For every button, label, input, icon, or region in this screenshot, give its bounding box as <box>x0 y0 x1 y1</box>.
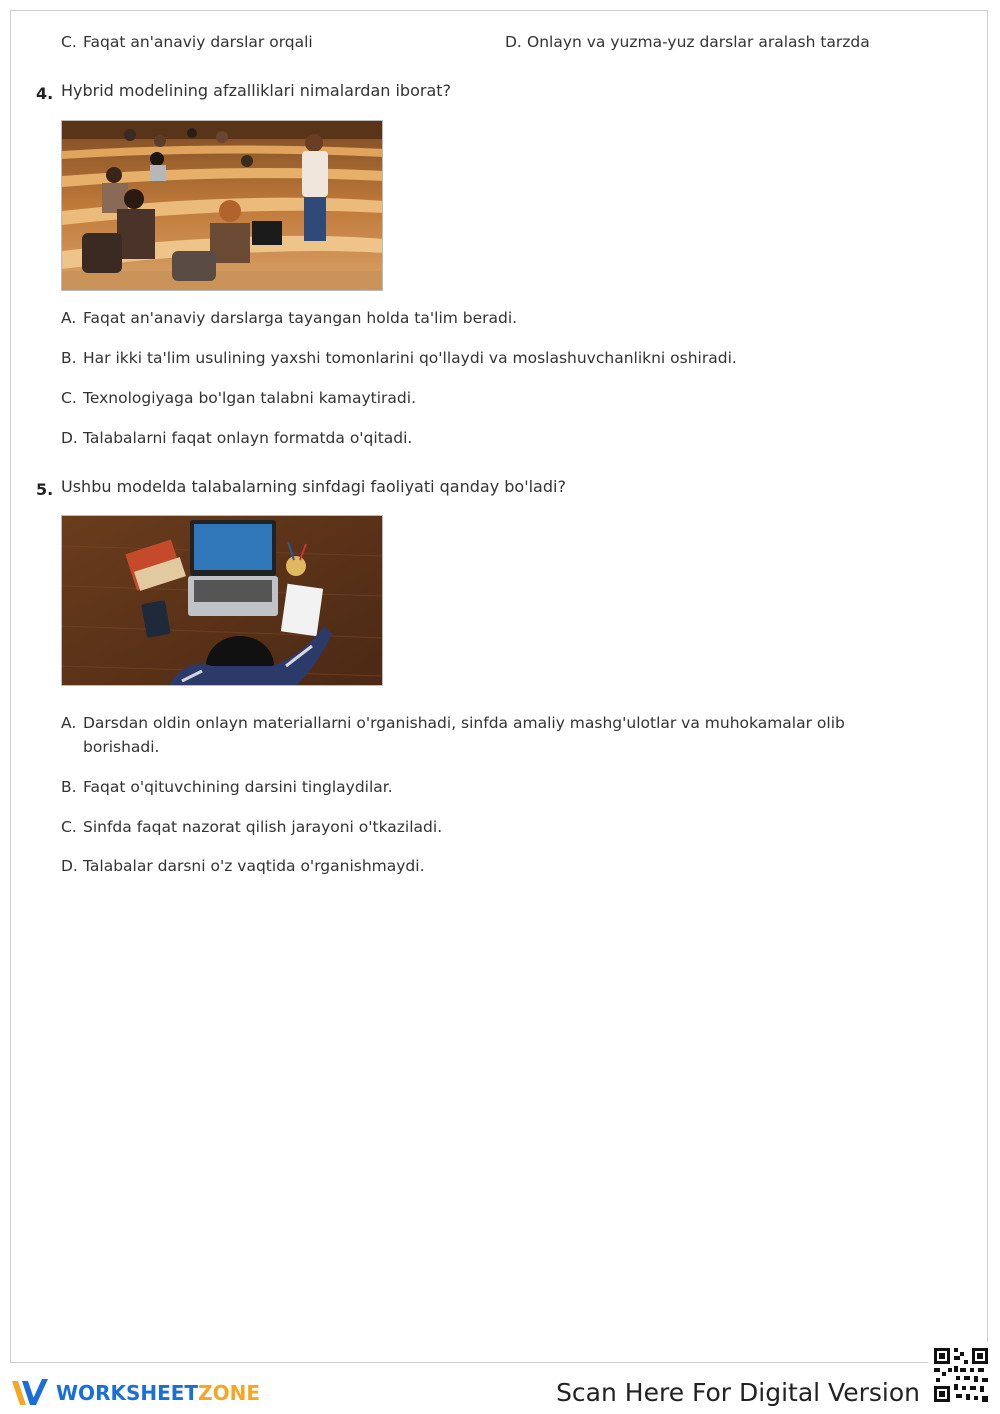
question-text: Ushbu modelda talabalarning sinfdagi faoliyati qanday bo'ladi? <box>61 477 566 496</box>
question-text: Hybrid modelining afzalliklari nimalardan iborat? <box>61 81 452 100</box>
option-a[interactable] <box>61 306 941 330</box>
option-text: Har ikki ta'lim usulining yaxshi tomonlarini qo'llaydi va moslashuvchanlikni oshiradi. <box>83 349 737 367</box>
qr-code-icon <box>928 1342 994 1408</box>
option-letter: D. <box>505 33 522 51</box>
qr-code[interactable] <box>928 1342 994 1408</box>
option-text: Sinfda faqat nazorat qilish jarayoni o'tkaziladi. <box>83 818 443 836</box>
option-b[interactable] <box>61 346 941 370</box>
option-text: Faqat o'qituvchining darsini tinglaydilar. <box>83 778 393 796</box>
option-text: Faqat an'anaviy darslarga tayangan holda ta'lim beradi. <box>83 309 518 327</box>
option-c[interactable] <box>61 815 941 839</box>
option-letter: C. <box>61 818 77 836</box>
student-laptop-photo <box>61 515 383 686</box>
option-text: Onlayn va yuzma-yuz darslar aralash tarzda <box>527 33 870 51</box>
brand-name-part2: ZONE <box>198 1381 260 1405</box>
lecture-hall-photo <box>61 120 383 291</box>
option-c[interactable] <box>61 30 481 54</box>
option-text: Talabalarni faqat onlayn formatda o'qitadi. <box>83 429 413 447</box>
option-text: Talabalar darsni o'z vaqtida o'rganishmaydi. <box>83 857 425 875</box>
option-c[interactable] <box>61 386 941 410</box>
option-letter: A. <box>61 309 77 327</box>
option-letter: A. <box>61 714 77 732</box>
question-number: 4. <box>36 84 54 103</box>
brand-name <box>56 1381 260 1405</box>
worksheetzone-logo[interactable] <box>10 1377 260 1409</box>
w-logo-icon <box>10 1377 50 1409</box>
scan-instruction: Scan Here For Digital Version <box>556 1378 920 1407</box>
option-d[interactable] <box>61 854 941 878</box>
option-text: Faqat an'anaviy darslar orqali <box>83 33 313 51</box>
option-d[interactable] <box>505 30 965 54</box>
option-d[interactable] <box>61 426 941 450</box>
option-text: Darsdan oldin onlayn materiallarni o'rganishadi, sinfda amaliy mashg'ulotlar va muhokamalar olib borishadi. <box>83 714 845 756</box>
brand-name-part1: WORKSHEET <box>56 1381 199 1405</box>
question-number: 5. <box>36 480 54 499</box>
option-b[interactable] <box>61 775 941 799</box>
option-letter: C. <box>61 33 77 51</box>
option-letter: D. <box>61 429 78 447</box>
option-letter: B. <box>61 778 77 796</box>
option-text: Texnologiyaga bo'lgan talabni kamaytiradi. <box>83 389 417 407</box>
option-a[interactable] <box>61 711 881 759</box>
option-letter: C. <box>61 389 77 407</box>
option-letter: D. <box>61 857 78 875</box>
option-letter: B. <box>61 349 77 367</box>
